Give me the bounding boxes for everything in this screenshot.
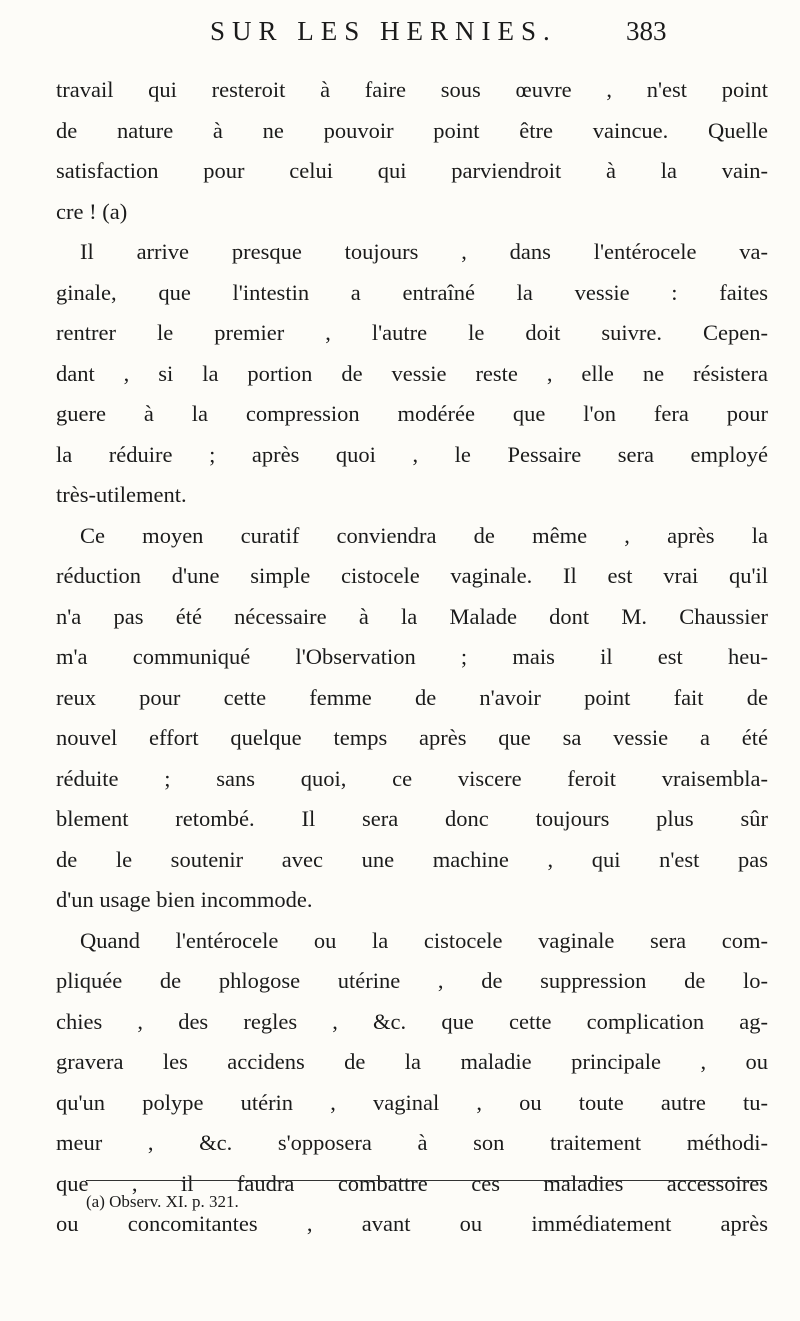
text-line: meur , &c. s'opposera à son traitement méthodi-	[56, 1130, 768, 1155]
running-title: SUR LES HERNIES.	[210, 16, 557, 46]
footnote-rule	[86, 1180, 766, 1181]
text-line: de nature à ne pouvoir point être vaincue. Quelle	[56, 117, 768, 143]
text-line: rentrer le premier , l'autre le doit suivre. Cepen-	[56, 320, 768, 345]
text-line: réduite ; sans quoi, ce viscere feroit vraisembla-	[56, 765, 768, 791]
text-line: pliquée de phlogose utérine , de suppression de lo-	[56, 968, 768, 993]
footnote: (a) Observ. XI. p. 321.	[86, 1192, 239, 1211]
text-line: n'a pas été nécessaire à la Malade dont M. Chaussier	[56, 603, 768, 629]
text-line: cre ! (a)	[56, 198, 128, 224]
text-line: guere à la compression modérée que l'on fera pour	[56, 401, 768, 426]
text-line: ginale, que l'intestin a entraîné la vessie : faites	[56, 279, 768, 305]
text-line: Quand l'entérocele ou la cistocele vaginale sera com-	[80, 927, 768, 953]
text-line: dant , si la portion de vessie reste , elle ne résistera	[56, 360, 768, 386]
text-line: chies , des regles , &c. que cette complication ag-	[56, 1008, 768, 1034]
text-line: nouvel effort quelque temps après que sa vessie a été	[56, 725, 768, 750]
text-line: blement retombé. Il sera donc toujours plus sûr	[56, 806, 768, 831]
text-line: de le soutenir avec une machine , qui n'est pas	[56, 846, 768, 872]
page-number: 383	[626, 16, 667, 46]
text-line: gravera les accidens de la maladie principale , ou	[56, 1049, 768, 1074]
text-line: Il arrive presque toujours , dans l'entérocele va-	[80, 239, 768, 264]
running-head	[0, 16, 800, 56]
text-line: satisfaction pour celui qui parviendroit à la vain-	[56, 158, 768, 183]
text-line: reux pour cette femme de n'avoir point fait de	[56, 684, 768, 710]
text-line: réduction d'une simple cistocele vaginale. Il est vrai qu'il	[56, 563, 768, 588]
text-line: travail qui resteroit à faire sous œuvre , n'est point	[56, 77, 768, 102]
text-line: Ce moyen curatif conviendra de même , après la	[80, 522, 768, 548]
text-line: m'a communiqué l'Observation ; mais il est heu-	[56, 644, 768, 669]
text-line: la réduire ; après quoi , le Pessaire sera employé	[56, 441, 768, 467]
body-text	[56, 70, 768, 1245]
text-line: très-utilement.	[56, 482, 187, 507]
text-line: d'un usage bien incommode.	[56, 887, 313, 912]
text-line: que , il faudra combattre ces maladies accessoires	[56, 1170, 768, 1196]
text-line: ou concomitantes , avant ou immédiatement après	[56, 1211, 768, 1236]
text-line: qu'un polype utérin , vaginal , ou toute autre tu-	[56, 1089, 768, 1115]
